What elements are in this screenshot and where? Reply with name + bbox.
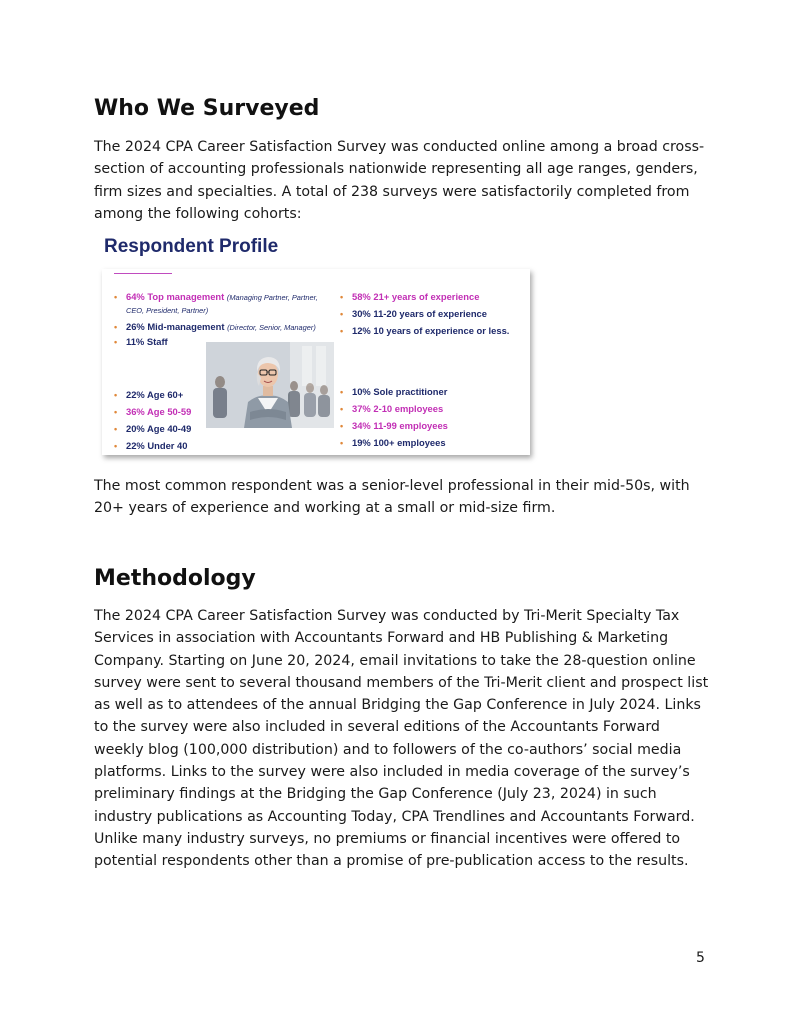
experience-item: • 12% 10 years of experience or less. bbox=[340, 325, 509, 342]
role-top-label: 64% Top management bbox=[126, 291, 225, 302]
section-heading-who-we-surveyed: Who We Surveyed bbox=[94, 96, 320, 121]
role-mid-label: 26% Mid-management bbox=[126, 321, 225, 332]
page-number: 5 bbox=[696, 950, 705, 966]
role-staff-label: 11% Staff bbox=[126, 336, 168, 347]
section-heading-methodology: Methodology bbox=[94, 566, 256, 591]
professional-woman-photo bbox=[206, 342, 334, 428]
experience-item: • 58% 21+ years of experience bbox=[340, 291, 509, 308]
age-item: • 22% Under 40 bbox=[114, 440, 191, 457]
title-underline bbox=[114, 273, 172, 274]
role-mid-detail: (Director, Senior, Manager) bbox=[227, 323, 316, 332]
firm-size-item: • 34% 11-99 employees bbox=[340, 420, 448, 437]
who-surveyed-paragraph: The 2024 CPA Career Satisfaction Survey was conducted online among a broad cross-section of accounting professionals nationwide representing all age ranges, genders, firm sizes and specialties. A total of 238 surveys were satisfactorily completed from among the following cohorts: bbox=[94, 139, 705, 222]
methodology-paragraph: The 2024 CPA Career Satisfaction Survey was conducted by Tri-Merit Specialty Tax Services in association with Accountants Forward and HB Publishing & Marketing Company. Starting on June 20, 2024, email invitations to take the 28-question online survey were sent to several thousand members of the Tri-Merit client and prospect list as well as to attendees of the annual Bridging the Gap Conference in July 2024. Links to the survey were also included in several editions of the Accountants Forward weekly blog (100,000 distribution) and to followers of the co-authors’ social media platforms. Links to the survey were also included in media coverage of the survey’s preliminary findings at the Bridging the Gap Conference (July 23, 2024) in such industry publications as Accounting Today, CPA Trendlines and Accountants Forward. Unlike many industry surveys, no premiums or financial incentives were offered to potential respondents other than a promise of pre-publication access to the results. bbox=[94, 608, 709, 870]
age-item: • 22% Age 60+ bbox=[114, 389, 191, 406]
role-top-management bbox=[114, 291, 318, 306]
experience-item: • 30% 11-20 years of experience bbox=[340, 308, 509, 325]
firm-size-list bbox=[340, 386, 448, 454]
common-respondent-paragraph: The most common respondent was a senior-level professional in their mid-50s, with 20+ years of experience and working at a small or mid-size firm. bbox=[94, 478, 690, 517]
role-top-detail-continued: CEO, President, Partner) bbox=[126, 306, 209, 315]
firm-size-item: • 19% 100+ employees bbox=[340, 437, 448, 454]
age-item: • 36% Age 50-59 bbox=[114, 406, 191, 423]
role-mid-management bbox=[114, 321, 318, 336]
role-top-detail: (Managing Partner, Partner, bbox=[226, 293, 318, 302]
age-list bbox=[114, 389, 191, 457]
photo-illustration bbox=[206, 342, 334, 428]
firm-size-item: • 37% 2-10 employees bbox=[340, 403, 448, 420]
profile-title: Respondent Profile bbox=[104, 236, 279, 257]
age-item: • 20% Age 40-49 bbox=[114, 423, 191, 440]
experience-list bbox=[340, 291, 509, 342]
firm-size-item: • 10% Sole practitioner bbox=[340, 386, 448, 403]
